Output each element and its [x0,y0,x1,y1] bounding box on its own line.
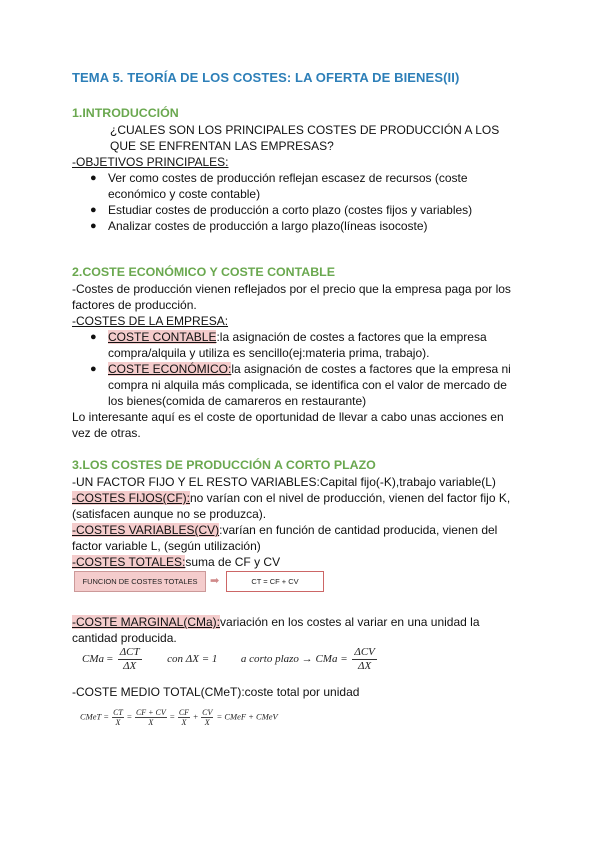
coste-contable-line-1 [108,329,487,345]
cma-rhs: CMa = [315,653,348,666]
bullet-icon: ● [90,331,97,343]
cma-lhs: CMa [82,653,104,666]
fraction-denominator: ΔX [358,660,372,672]
coste-economico-line-2: compra ni alquila más complicada, se identifica con el valor de mercado de [108,378,507,392]
coste-marginal-def: variación en los costes al variar en una unidad la [220,615,480,629]
coste-medio-total-line: -COSTE MEDIO TOTAL(CMeT):coste total por unidad [72,685,360,699]
fraction-numerator: CF [178,708,190,717]
bullet-icon: ● [90,172,97,184]
objective-2: Estudiar costes de producción a corto plazo (costes fijos y variables) [108,203,473,217]
fraction [135,708,167,727]
costes-totales-def: suma de CF y CV [185,555,281,569]
s2-paragraph-1-line-2: factores de producción. [72,298,197,312]
fraction [112,708,124,727]
section-2-heading: 2.COSTE ECONÓMICO Y COSTE CONTABLE [72,265,335,279]
coste-economico-def: la asignación de costes a factores que la empresa ni [231,362,511,376]
ct-formula-box: CT = CF + CV [226,571,324,592]
fraction-numerator: ΔCT [119,646,140,658]
costes-variables-def: :varían en función de cantidad producida, vienen del [219,523,498,537]
bullet-icon: ● [90,220,97,232]
objective-3: Analizar costes de producción a largo plazo(líneas isocoste) [108,219,428,233]
cost-function-box: FUNCION DE COSTES TOTALES [74,571,206,592]
costes-fijos-line-2: (satisfacen aunque no se produzca). [72,507,267,521]
arrow-right-icon: ➡ [210,575,220,587]
fraction [352,646,377,673]
fraction-denominator: X [115,718,121,727]
fraction-denominator: ΔX [123,660,137,672]
cmet-tail: = CMeF + CMeV [216,711,278,722]
coste-economico-term: COSTE ECONÓMICO: [108,362,232,376]
coste-contable-term: COSTE CONTABLE [108,330,217,344]
coste-marginal-line-1 [72,614,480,630]
costes-variables-line-1 [72,522,497,538]
s3-line-1: -UN FACTOR FIJO Y EL RESTO VARIABLES:Capital fijo(-K),trabajo variable(L) [72,475,496,489]
cmet-lhs: CMeT = [80,711,109,722]
fraction [118,646,142,673]
cmet-formula: CMeT = $\frac{CT}{X}$ = $\frac{CF + CV}{X}$ = $\frac{CF}{X}$ + $\frac{CV}{X}$ = CMeF + CMeV [80,708,278,727]
objective-1-line-1: Ver como costes de producción reflejan escasez de recursos (coste [108,171,468,185]
coste-contable-def: :la asignación de costes a factores que la empresa [216,330,487,344]
coste-economico-line-1 [108,361,511,377]
question-line-2: QUE SE ENFRENTAN LAS EMPRESAS? [110,139,334,153]
costes-fijos-line-1 [72,490,510,506]
fraction-numerator: CF + CV [135,708,166,717]
s2-paragraph-2-line-2: vez de otras. [72,426,141,440]
objective-1-line-2: económico y coste contable) [108,187,261,201]
question-line-1: ¿CUALES SON LOS PRINCIPALES COSTES DE PRODUCCIÓN A LOS [110,123,500,137]
formula-short-run: a corto plazo → [240,653,313,666]
section-1-heading: 1.INTRODUCCIÓN [72,106,179,120]
costes-empresa-label: -COSTES DE LA EMPRESA: [72,314,229,328]
costes-variables-line-2: factor variable L, (según utilización) [72,539,261,553]
document-title: TEMA 5. TEORÍA DE LOS COSTES: LA OFERTA DE BIENES(II) [72,70,460,85]
coste-marginal-term: -COSTE MARGINAL(CMa): [72,615,221,629]
fraction-numerator: ΔCV [354,646,375,658]
fraction-numerator: CV [202,708,213,717]
costes-fijos-term: -COSTES FIJOS(CF): [72,491,190,505]
costes-totales-term: -COSTES TOTALES: [72,555,186,569]
bullet-icon: ● [90,363,97,375]
objetivos-label: -OBJETIVOS PRINCIPALES: [72,155,229,169]
cma-formula: CMa = $\frac{\text{ΔCT}}{\Delta X}$ con ΔX = 1 a corto plazo → CMa = $\frac{\text{ΔCV}}{\Delta X}$ [82,646,375,672]
costes-variables-term: -COSTES VARIABLES(CV) [72,523,220,537]
formula-condition: con ΔX = 1 [167,653,218,666]
costes-totales-line [72,554,280,570]
bullet-icon: ● [90,204,97,216]
fraction-denominator: X [148,718,154,727]
s2-paragraph-1-line-1: -Costes de producción vienen reflejados por el precio que la empresa paga por los [72,282,511,296]
fraction-numerator: CT [113,708,123,717]
fraction-denominator: X [204,718,210,727]
fraction [201,708,213,727]
coste-marginal-line-2: cantidad producida. [72,631,177,645]
costes-fijos-def: no varían con el nivel de producción, vienen del factor fijo K, [190,491,511,505]
s2-paragraph-2-line-1: Lo interesante aquí es el coste de oportunidad de llevar a cabo unas acciones en [72,410,504,424]
fraction-denominator: X [181,718,187,727]
coste-contable-line-2: compra/alquila y utiliza es sencillo(ej:materia prima, trabajo). [108,346,430,360]
fraction [178,708,190,727]
cost-function-diagram [74,571,334,593]
section-3-heading: 3.LOS COSTES DE PRODUCCIÓN A CORTO PLAZO [72,458,376,472]
coste-economico-line-3: los bienes(comida de camareros en restaurante) [108,394,367,408]
